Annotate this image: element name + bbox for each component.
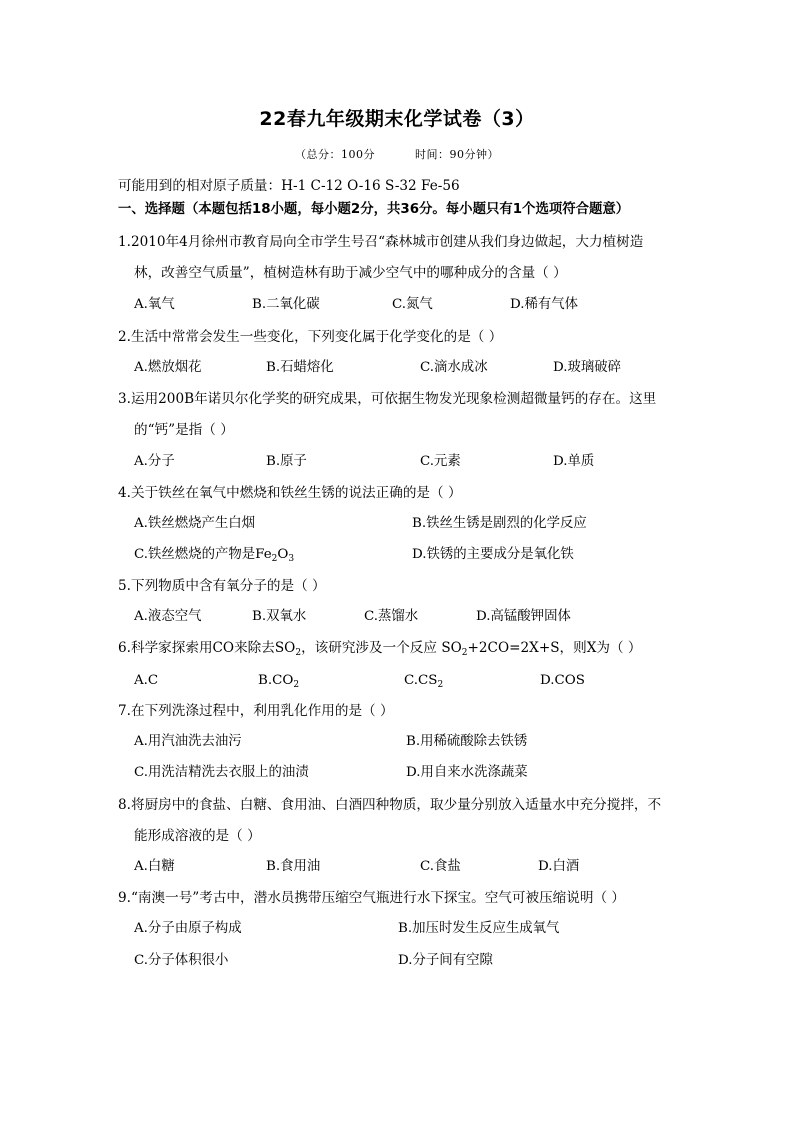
q8-option-d: D.白酒 (538, 859, 580, 874)
q9-option-d: D.分子间有空隙 (398, 953, 493, 968)
q4-option-b: B.铁丝生锈是剧烈的化学反应 (412, 516, 587, 531)
question-6-stem: 6.科学家探索用CO来除去$SO_2$，该研究涉及一个反应 $SO_2+2CO=2X+S$，则X为（ ） (118, 640, 642, 658)
question-8-stem-cont: 能形成溶液的是（ ） (134, 828, 261, 844)
time-limit: 时间：90分钟） (415, 148, 499, 161)
q6-option-b: $B.CO_2$ (258, 673, 300, 690)
question-9-stem: 9.“南澳一号”考古中，潜水员携带压缩空气瓶进行水下探宝。空气可被压缩说明（ ） (118, 890, 625, 906)
q8-option-b: B.食用油 (266, 859, 321, 874)
q9-option-c: C.分子体积很小 (134, 953, 229, 968)
q2-option-c: C.滴水成冰 (420, 360, 488, 375)
q8-option-a: A.白糖 (134, 859, 175, 874)
exam-title: 22春九年级期末化学试卷（3） (259, 108, 535, 130)
q2-option-a: A.燃放烟花 (134, 360, 202, 375)
q9-option-a: A.分子由原子构成 (134, 921, 242, 936)
q2-option-d: D.玻璃破碎 (553, 360, 622, 375)
total-score: （总分：100分 (295, 148, 375, 161)
question-5-stem: 5.下列物质中含有氧分子的是（ ） (118, 578, 326, 594)
question-1-stem: 1.2010年4月徐州市教育局向全市学生号召“森林城市创建从我们身边做起，大力植树造 (118, 234, 644, 250)
question-3-stem: 3.运用200B年诺贝尔化学奖的研究成果，可依据生物发光现象检测超微量钙的存在。这里 (118, 391, 657, 407)
q6-option-a: A.C (134, 673, 159, 688)
q1-option-b: B.二氧化碳 (252, 297, 320, 312)
exam-subtitle (0, 146, 794, 162)
q1-option-c: C.氮气 (392, 297, 433, 312)
q9-option-b: B.加压时发生反应生成氧气 (398, 921, 560, 936)
question-2-stem: 2.生活中常常会发生一些变化，下列变化属于化学变化的是（ ） (118, 329, 503, 345)
q4-option-a: A.铁丝燃烧产生白烟 (134, 516, 256, 531)
question-7-stem: 7.在下列洗涤过程中，利用乳化作用的是（ ） (118, 703, 394, 719)
question-1-stem-cont: 林，改善空气质量”，植树造林有助于减少空气中的哪种成分的含量（ ） (134, 265, 567, 281)
q5-option-a: A.液态空气 (134, 609, 202, 624)
q1-option-d: D.稀有气体 (510, 297, 579, 312)
q3-option-a: A.分子 (134, 454, 175, 469)
q7-option-a: A.用汽油洗去油污 (134, 734, 242, 749)
q3-option-c: C.元素 (420, 454, 461, 469)
question-8-stem: 8.将厨房中的食盐、白糖、食用油、白酒四种物质，取少量分别放入适量水中充分搅拌，不 (118, 797, 662, 813)
q5-option-d: D.高锰酸钾固体 (476, 609, 571, 624)
q6-option-c: $C.CS_2$ (404, 673, 444, 690)
question-4-stem: 4.关于铁丝在氧气中燃烧和铁丝生锈的说法正确的是（ ） (118, 485, 462, 501)
q4-option-d: D.铁锈的主要成分是氧化铁 (412, 547, 574, 562)
q5-option-b: B.双氧水 (252, 609, 307, 624)
q7-option-c: C.用洗洁精洗去衣服上的油渍 (134, 765, 309, 780)
q7-option-b: B.用稀硫酸除去铁锈 (406, 734, 528, 749)
section-heading: 一、选择题（本题包括18小题，每小题2分，共36分。每小题只有1个选项符合题意） (118, 202, 630, 217)
q2-option-b: B.石蜡熔化 (266, 360, 334, 375)
q3-option-d: D.单质 (553, 454, 595, 469)
q6-option-d: D.COS (540, 673, 585, 688)
atomic-mass-line: 可能用到的相对原子质量：H-1 C-12 O-16 S-32 Fe-56 (118, 178, 460, 194)
q8-option-c: C.食盐 (420, 859, 461, 874)
q7-option-d: D.用自来水洗涤蔬菜 (406, 765, 528, 780)
q5-option-c: C.蒸馏水 (364, 609, 419, 624)
q1-option-a: A.氧气 (134, 297, 175, 312)
q4-option-c: C.铁丝燃烧的产物是$Fe_2O_3$ (134, 547, 295, 564)
q3-option-b: B.原子 (266, 454, 307, 469)
question-3-stem-cont: 的“钙”是指（ ） (134, 422, 234, 438)
